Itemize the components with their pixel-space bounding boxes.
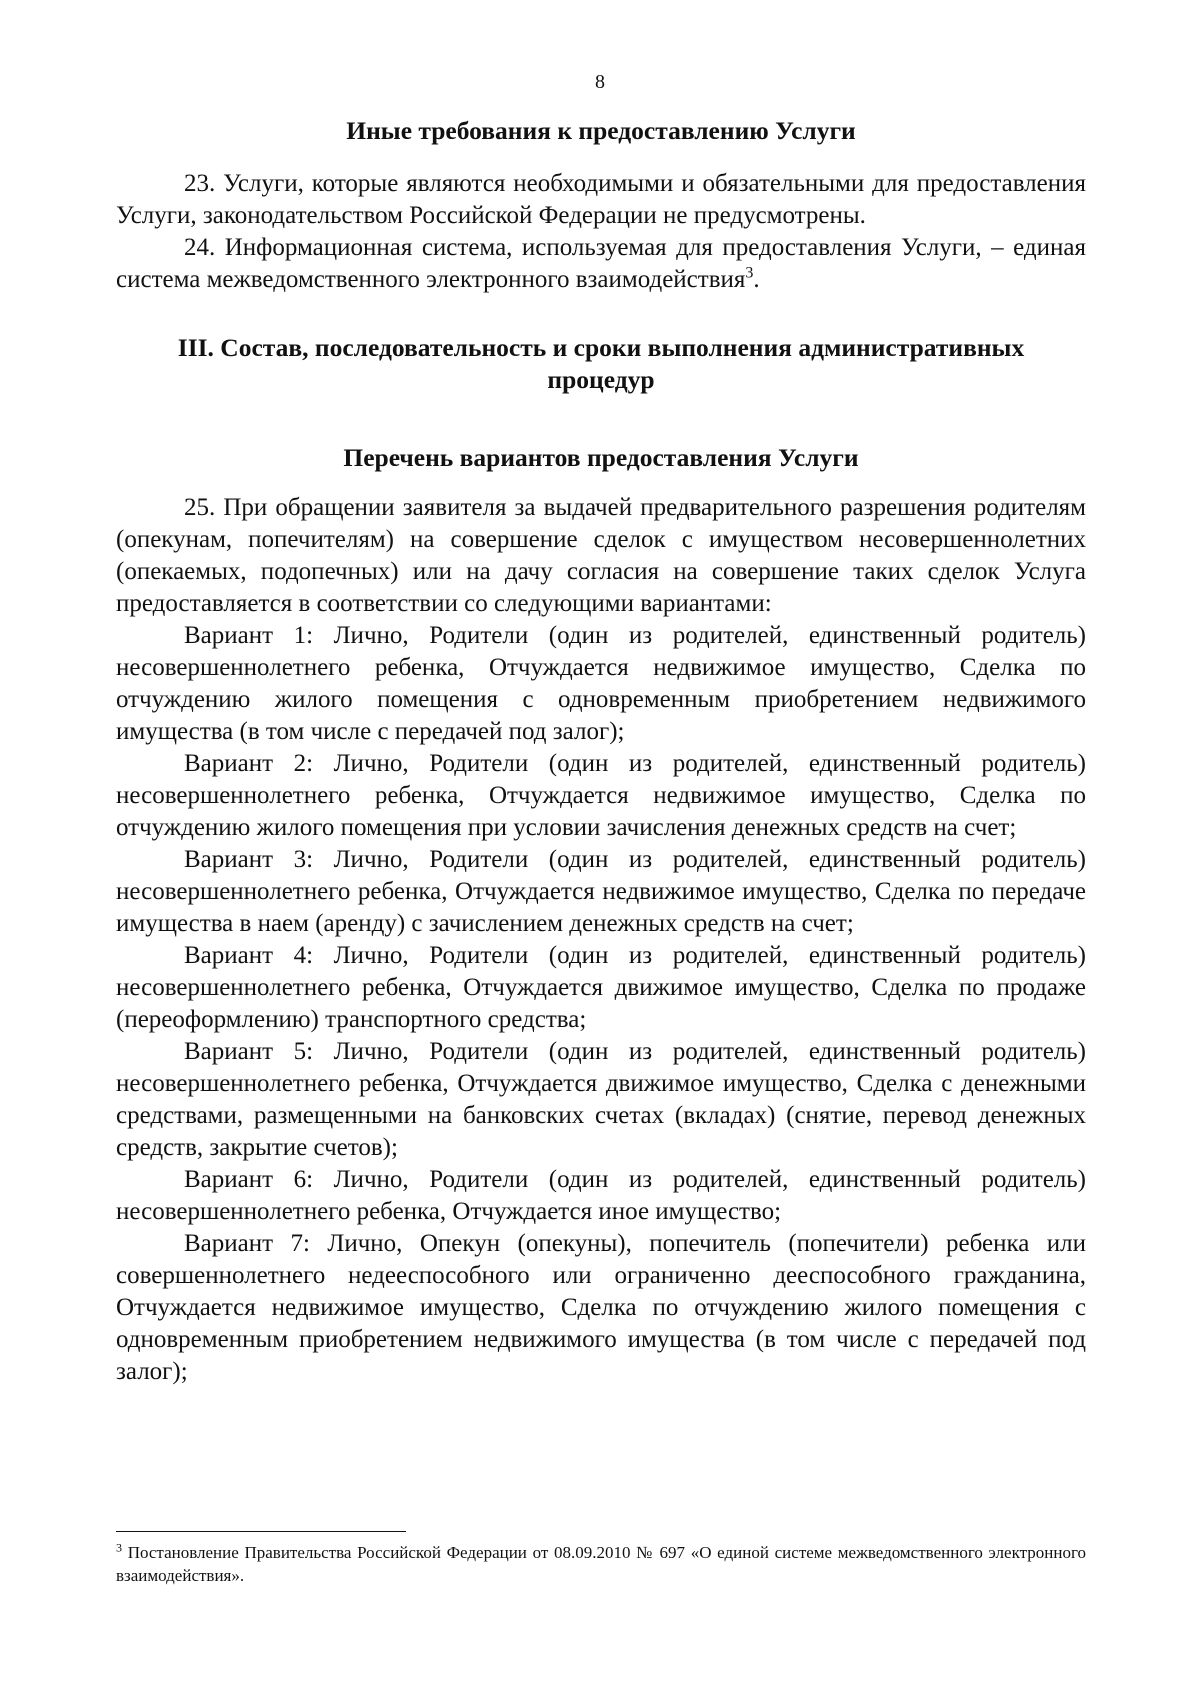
variant-2: Вариант 2: Лично, Родители (один из родителей, единственный родитель) несовершеннолетнего ребенка, Отчуждается недвижимое имущество, Сделка по отчуждению жилого помещения при условии зачисления денежных средств на счет; bbox=[116, 750, 1086, 841]
paragraph-23: 23. Услуги, которые являются необходимыми и обязательными для предоставления Услуги, законодательством Российской Федерации не предусмотрены. bbox=[116, 170, 1086, 229]
section-heading-variants-list: Перечень вариантов предоставления Услуги bbox=[343, 443, 859, 472]
page-number: 8 bbox=[595, 71, 605, 93]
variant-7: Вариант 7: Лично, Опекун (опекуны), попечитель (попечители) ребенка или совершеннолетнего недееспособного или ограниченно дееспособного гражданина, Отчуждается недвижимое имущество, Сделка по отчуждению жилого помещения с одновременным приобретением недвижимого имущества (в том числе с передачей под залог); bbox=[116, 1230, 1086, 1385]
variant-1: Вариант 1: Лично, Родители (один из родителей, единственный родитель) несовершеннолетнего ребенка, Отчуждается недвижимое имущество, Сделка по отчуждению жилого помещения с одновременным приобретением недвижимого имущества (в том числе с передачей под залог); bbox=[116, 622, 1086, 745]
footnote-3 bbox=[116, 1541, 1086, 1587]
paragraph-25: 25. При обращении заявителя за выдачей предварительного разрешения родителям (опекунам, попечителям) на совершение сделок с имуществом несовершеннолетних (опекаемых, подопечных) или на дачу согласия на совершение таких сделок Услуга предоставляется в соответствии со следующими вариантами: bbox=[116, 494, 1086, 617]
paragraph-24 bbox=[116, 232, 1086, 296]
variant-6: Вариант 6: Лично, Родители (один из родителей, единственный родитель) несовершеннолетнего ребенка, Отчуждается иное имущество; bbox=[116, 1166, 1086, 1225]
section-heading-other-requirements: Иные требования к предоставлению Услуги bbox=[346, 116, 856, 145]
footnote-mark: 3 bbox=[116, 1540, 122, 1555]
footnote-text: Постановление Правительства Российской Федерации от 08.09.2010 № 697 «О единой системе межведомственного электронного взаимодействия». bbox=[116, 1543, 1086, 1585]
section-heading-iii: III. Состав, последовательность и сроки выполнения административных процедур bbox=[177, 333, 1025, 394]
paragraph-24-end: . bbox=[753, 266, 760, 293]
document-body bbox=[116, 115, 1086, 1388]
variant-5: Вариант 5: Лично, Родители (один из родителей, единственный родитель) несовершеннолетнего ребенка, Отчуждается движимое имущество, Сделка с денежными средствами, размещенными на банковских счетах (вкладах) (снятие, перевод денежных средств, закрытие счетов); bbox=[116, 1038, 1086, 1161]
footnote-ref-3[interactable]: 3 bbox=[745, 264, 754, 282]
footnote-separator bbox=[116, 1531, 406, 1532]
paragraph-24-text: 24. Информационная система, используемая для предоставления Услуги, – единая система межведомственного электронного взаимодействия bbox=[116, 234, 1086, 293]
variant-4: Вариант 4: Лично, Родители (один из родителей, единственный родитель) несовершеннолетнего ребенка, Отчуждается движимое имущество, Сделка по продаже (переоформлению) транспортного средства; bbox=[116, 942, 1086, 1033]
variant-3: Вариант 3: Лично, Родители (один из родителей, единственный родитель) несовершеннолетнего ребенка, Отчуждается недвижимое имущество, Сделка по передаче имущества в наем (аренду) с зачислением денежных средств на счет; bbox=[116, 846, 1086, 937]
